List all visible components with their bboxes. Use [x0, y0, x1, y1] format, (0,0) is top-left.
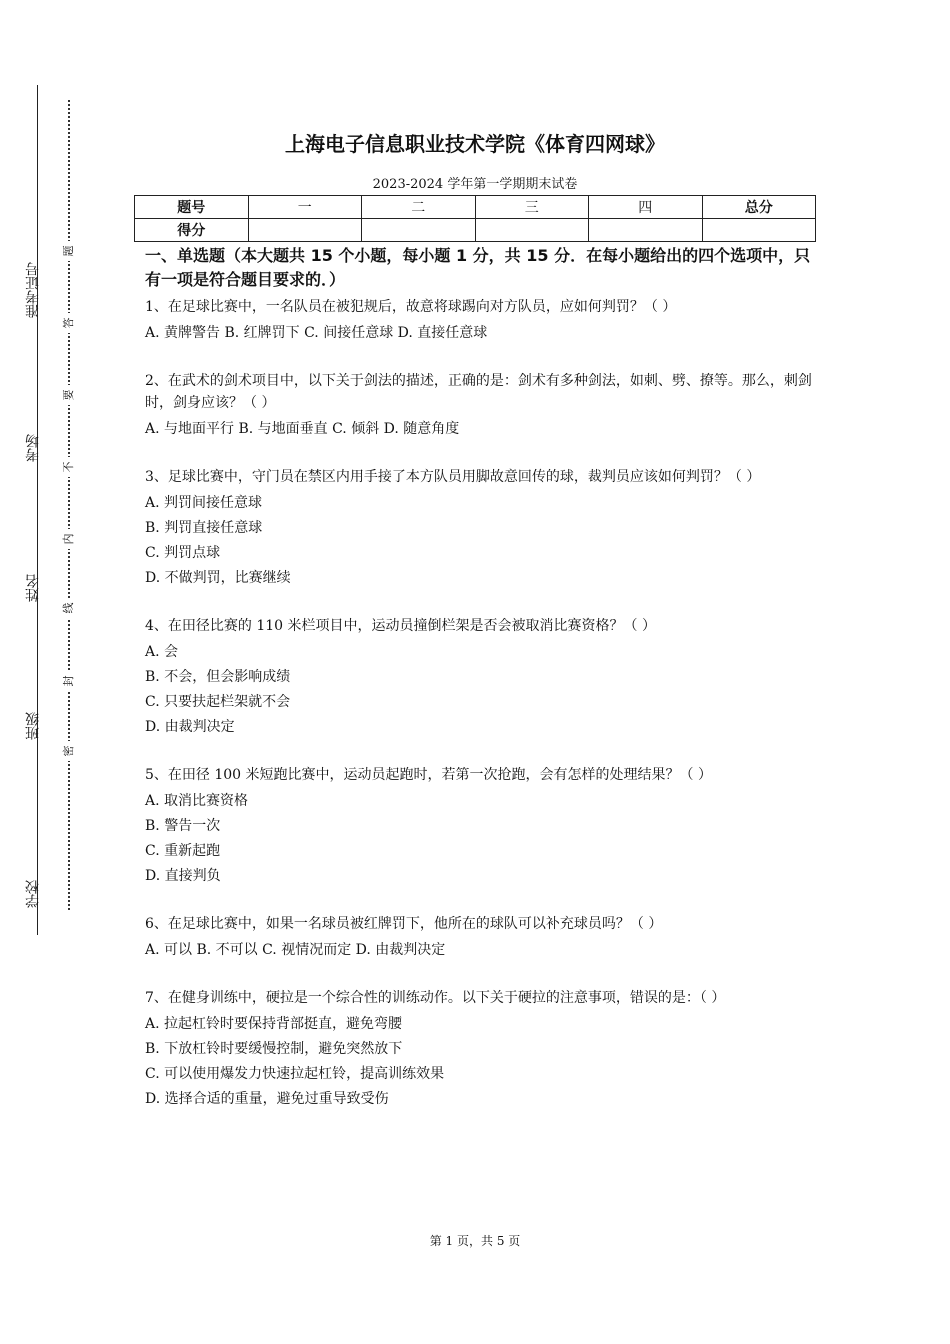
- question-text: 4、在田径比赛的 110 米栏项目中，运动员撞倒栏架是否会被取消比赛资格？（ ）: [145, 618, 656, 634]
- question-option: A. 取消比赛资格: [145, 793, 249, 809]
- exam-title: 上海电子信息职业技术学院《体育四网球》: [285, 132, 665, 156]
- question-option: D. 由裁判决定: [145, 719, 235, 735]
- question-option: C. 重新起跑: [145, 843, 221, 859]
- question-text: 7、在健身训练中，硬拉是一个综合性的训练动作。以下关于硬拉的注意事项，错误的是：（ ）: [145, 990, 726, 1006]
- seal-char: 线: [62, 598, 76, 618]
- question-option: B. 判罚直接任意球: [145, 520, 263, 536]
- question: [145, 987, 815, 1112]
- class-label: 班级: [25, 712, 41, 740]
- question-text: 5、在田径 100 米短跑比赛中，运动员起跑时，若第一次抢跑，会有怎样的处理结果？（ ）: [145, 767, 712, 783]
- question-options: A. 可以 B. 不可以 C. 视情况而定 D. 由裁判决定: [145, 942, 446, 958]
- binding-margin-line: [37, 85, 38, 935]
- seal-char: 答: [62, 313, 76, 333]
- question-option: B. 不会，但会影响成绩: [145, 669, 291, 685]
- question-option: D. 直接判负: [145, 868, 221, 884]
- seal-char: 题: [62, 241, 76, 261]
- seal-char: 要: [62, 385, 76, 405]
- question-option: A. 会: [145, 644, 179, 660]
- question-option: B. 警告一次: [145, 818, 221, 834]
- question-option: D. 不做判罚，比赛继续: [145, 570, 291, 586]
- score-cell[interactable]: [702, 219, 816, 242]
- seal-char: 不: [62, 457, 76, 477]
- question-option: C. 只要扶起栏架就不会: [145, 694, 291, 710]
- section-heading: 一、单选题（本大题共 15 个小题，每小题 1 分，共 15 分．在每小题给出的四个选项中，只有一项是符合题目要求的．）: [145, 246, 811, 289]
- score-cell[interactable]: [475, 219, 589, 242]
- question-option: C. 可以使用爆发力快速拉起杠铃，提高训练效果: [145, 1066, 445, 1082]
- question-options: A. 黄牌警告 B. 红牌罚下 C. 间接任意球 D. 直接任意球: [145, 325, 488, 341]
- score-header-cell: 三: [475, 196, 589, 219]
- score-cell[interactable]: [248, 219, 362, 242]
- seal-dotted-line: [68, 100, 70, 910]
- question: [145, 615, 815, 740]
- seal-char: 封: [62, 671, 76, 691]
- score-header-cell: 四: [589, 196, 703, 219]
- question: [145, 913, 815, 963]
- school-label: 学校: [25, 880, 41, 908]
- question-text: 1、在足球比赛中，一名队员在被犯规后，故意将球踢向对方队员，应如何判罚？（ ）: [145, 299, 677, 315]
- question-option: A. 拉起杠铃时要保持背部挺直，避免弯腰: [145, 1016, 403, 1032]
- question-option: A. 判罚间接任意球: [145, 495, 263, 511]
- question: [145, 296, 815, 346]
- seal-char: 内: [62, 529, 76, 549]
- question-option: B. 下放杠铃时要缓慢控制，避免突然放下: [145, 1041, 403, 1057]
- page-footer: 第 1 页，共 5 页: [429, 1234, 521, 1248]
- question-options: A. 与地面平行 B. 与地面垂直 C. 倾斜 D. 随意角度: [145, 421, 460, 437]
- exam-room-label: 考场: [25, 434, 41, 462]
- score-table: [134, 195, 816, 242]
- score-row-label: 得分: [135, 219, 249, 242]
- question: [145, 764, 815, 889]
- question-text: 6、在足球比赛中，如果一名球员被红牌罚下，他所在的球队可以补充球员吗？（ ）: [145, 916, 663, 932]
- exam-subtitle: 2023-2024 学年第一学期期末试卷: [372, 177, 578, 192]
- score-header-cell: 题号: [135, 196, 249, 219]
- score-cell[interactable]: [589, 219, 703, 242]
- score-header-cell: 总分: [702, 196, 816, 219]
- score-header-cell: 二: [362, 196, 476, 219]
- question: [145, 370, 815, 442]
- exam-content: [145, 244, 815, 1136]
- score-header-cell: 一: [248, 196, 362, 219]
- score-table-header-row: [135, 196, 816, 219]
- question-text: 3、足球比赛中，守门员在禁区内用手接了本方队员用脚故意回传的球，裁判员应该如何判罚？（ ）: [145, 469, 761, 485]
- name-label: 姓名: [25, 574, 41, 602]
- score-table-score-row: [135, 219, 816, 242]
- question-text: 2、在武术的剑术项目中，以下关于剑法的描述，正确的是：剑术有多种剑法，如刺、劈、撩等。那么，刺剑时，剑身应该？（ ）: [145, 373, 812, 411]
- question-option: D. 选择合适的重量，避免过重导致受伤: [145, 1091, 389, 1107]
- seal-char: 密: [62, 741, 76, 761]
- question-option: C. 判罚点球: [145, 545, 221, 561]
- admission-number-label: 准考证号: [25, 262, 41, 318]
- score-cell[interactable]: [362, 219, 476, 242]
- question: [145, 466, 815, 591]
